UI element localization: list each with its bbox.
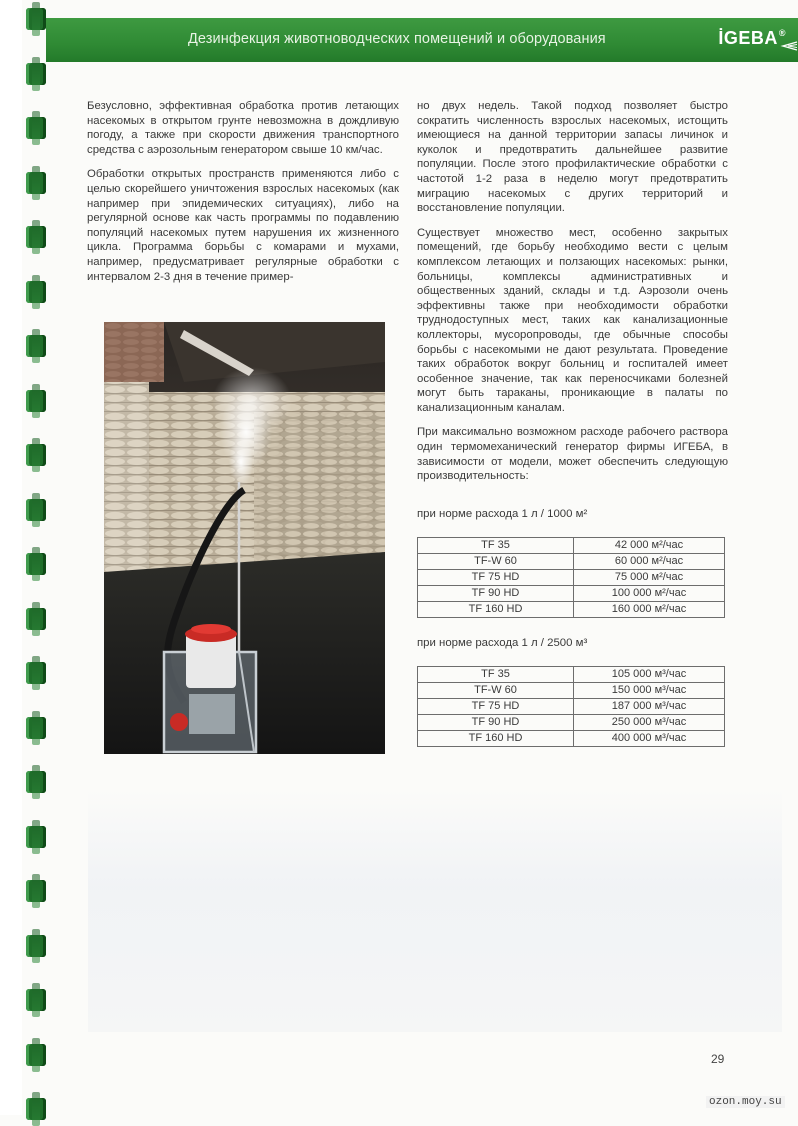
binding-ring <box>26 717 46 739</box>
model-cell: TF-W 60 <box>418 554 574 570</box>
rate-cell: 105 000 м³/час <box>574 667 725 683</box>
binding-ring <box>26 662 46 684</box>
model-cell: TF-W 60 <box>418 683 574 699</box>
binding-ring <box>26 826 46 848</box>
binding-ring <box>26 880 46 902</box>
paragraph: Существует множество мест, особенно закрытых помещений, где борьбу необходимо вести с целым комплексом летающих и ползающих насекомых: рынки, больницы, комплексы административных и общественных зданий, склады и т.д. Аэрозоли очень эффективны также при необходимости обработки труднодоступных мест, таких как канализационные коллекторы, мусоропроводы, где обычные способы борьбы с насекомыми не дают результата. Проведение таких обработок вокруг больниц и госпиталей имеет особенное значение, так как переносчиками болезней могут быть тараканы, проникающие в палаты по канализационным каналам. <box>417 226 728 414</box>
paragraph: но двух недель. Такой подход позволяет быстро сократить численность взрослых насекомых, истощить имеющиеся на данной территории запасы личинок и куколок и предотвратить дальнейшее развитие популяции. После этого профилактические обработки с частотой 1-2 раза в неделю могут предотвратить миграцию насекомых с других территорий и восстановление популяции. <box>417 100 728 215</box>
igeba-logo: İGEBA® <box>718 28 786 48</box>
table1-caption: при норме расхода 1 л / 1000 м² <box>417 508 588 520</box>
model-cell: TF 160 HD <box>418 731 574 747</box>
binding-ring <box>26 1098 46 1120</box>
binding-ring <box>26 935 46 957</box>
binding-ring <box>26 63 46 85</box>
warehouse-fogging-photo <box>104 322 385 754</box>
binding-ring <box>26 172 46 194</box>
rate-cell: 150 000 м³/час <box>574 683 725 699</box>
binding-ring <box>26 771 46 793</box>
model-cell: TF 90 HD <box>418 715 574 731</box>
paragraph: При максимально возможном расходе рабочего раствора один термомеханический генератор фирмы ИГЕБА, в зависимости от модели, может обеспечить следующую производительность: <box>417 426 728 483</box>
table-row <box>418 699 725 715</box>
photo-illustration <box>104 322 385 754</box>
model-cell: TF 160 HD <box>418 602 574 618</box>
logo-arrows-icon <box>779 40 798 52</box>
rate-cell: 60 000 м²/час <box>574 554 725 570</box>
paragraph: Обработки открытых пространств применяются либо с целью скорейшего уничтожения взрослых насекомых (как например при эпидемических ситуациях), либо на регулярной основе как часть программы по подавлению популяций насекомых путем нарушения их жизненного цикла. Программа борьбы с комарами и мухами, например, предусматривает регулярные обработки с интервалом 2-3 дня в течение пример- <box>87 168 399 283</box>
table-row <box>418 667 725 683</box>
binding-spine <box>0 0 22 1115</box>
binding-ring <box>26 499 46 521</box>
table-row <box>418 731 725 747</box>
model-cell: TF 75 HD <box>418 699 574 715</box>
binding-ring <box>26 608 46 630</box>
binding-ring <box>26 335 46 357</box>
binding-ring <box>26 226 46 248</box>
header-title: Дезинфекция животноводческих помещений и оборудования <box>188 31 606 47</box>
model-cell: TF 35 <box>418 538 574 554</box>
binding-ring <box>26 8 46 30</box>
rate-cell: 75 000 м²/час <box>574 570 725 586</box>
table-row <box>418 683 725 699</box>
binding-ring <box>26 281 46 303</box>
rate-cell: 400 000 м³/час <box>574 731 725 747</box>
rate-cell: 160 000 м²/час <box>574 602 725 618</box>
binding-ring <box>26 117 46 139</box>
model-cell: TF 90 HD <box>418 586 574 602</box>
watermark: ozon.moy.su <box>706 1096 785 1108</box>
table2-caption: при норме расхода 1 л / 2500 м³ <box>417 637 588 649</box>
page-number: 29 <box>711 1052 725 1066</box>
background-band <box>88 790 782 1032</box>
binding-ring <box>26 1044 46 1066</box>
paragraph: Безусловно, эффективная обработка против летающих насекомых в открытом грунте невозможна в дождливую погоду, а также при скорости движения транспортного средства с аэрозольным генератором свыше 10 км/час. <box>87 100 399 156</box>
table-row <box>418 538 725 554</box>
rates-table-2500 <box>417 666 725 747</box>
binding-ring <box>26 444 46 466</box>
table-row <box>418 586 725 602</box>
binding-ring <box>26 390 46 412</box>
rate-cell: 187 000 м³/час <box>574 699 725 715</box>
rate-cell: 42 000 м²/час <box>574 538 725 554</box>
right-text-column <box>417 99 728 494</box>
page-header <box>46 18 798 62</box>
rate-cell: 250 000 м³/час <box>574 715 725 731</box>
table-row <box>418 715 725 731</box>
table-row <box>418 570 725 586</box>
model-cell: TF 35 <box>418 667 574 683</box>
binding-ring <box>26 553 46 575</box>
binding-ring <box>26 989 46 1011</box>
table-row <box>418 602 725 618</box>
rate-cell: 100 000 м²/час <box>574 586 725 602</box>
left-text-column <box>87 99 399 294</box>
rates-table-1000 <box>417 537 725 618</box>
table-row <box>418 554 725 570</box>
model-cell: TF 75 HD <box>418 570 574 586</box>
